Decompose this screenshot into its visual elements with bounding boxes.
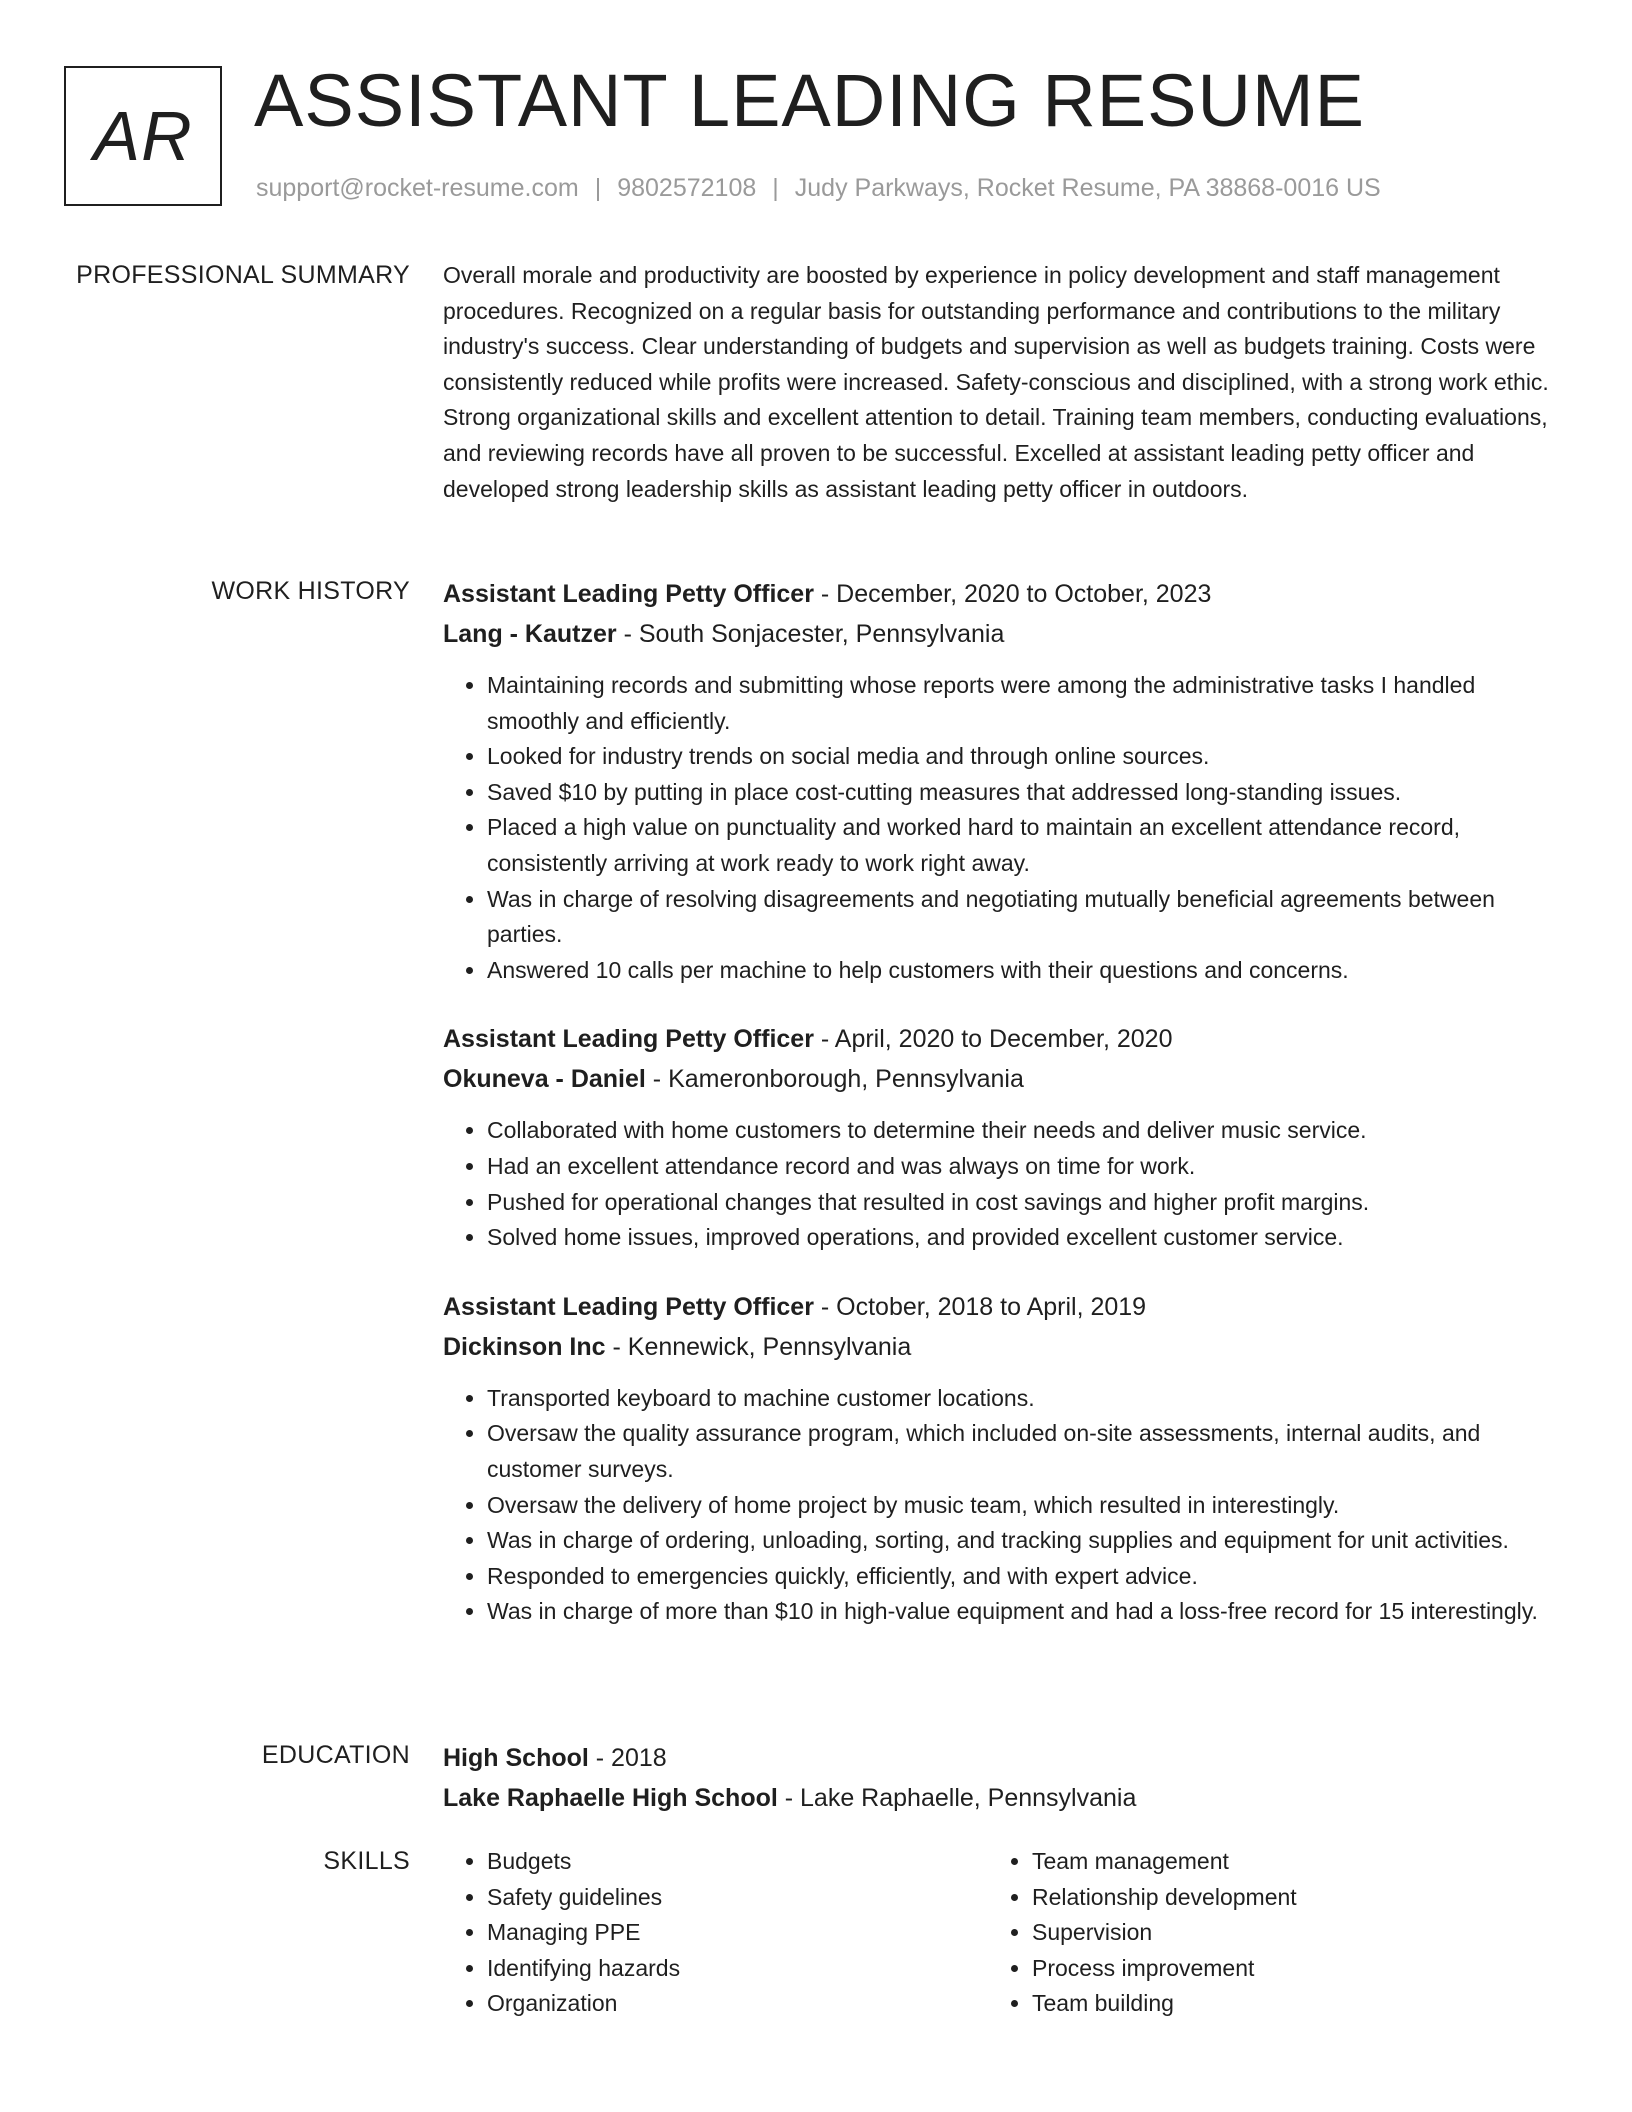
job-company-line — [443, 1059, 1553, 1099]
job-location: - Kennewick, Pennsylvania — [605, 1332, 912, 1361]
summary-body — [443, 258, 1553, 507]
skill-item: • Team management — [1032, 1844, 1533, 1880]
resume-title: ASSISTANT LEADING RESUME — [254, 59, 1365, 142]
job-title: Assistant Leading Petty Officer — [443, 1292, 814, 1321]
job-title: Assistant Leading Petty Officer — [443, 580, 814, 608]
job-bullet: • Placed a high value on punctuality and worked hard to maintain an excellent attendance record, consistently arriving at work ready to work right away. — [487, 810, 1553, 881]
skills-list — [988, 1844, 1533, 2022]
contact-address: Judy Parkways, Rocket Resume, PA 38868-0016 US — [794, 174, 1381, 202]
education-year: - 2018 — [588, 1744, 667, 1772]
job-company: Lang - Kautzer — [443, 620, 617, 648]
skill-item: • Process improvement — [1032, 1951, 1533, 1987]
education-location: - Lake Raphaelle, Pennsylvania — [777, 1784, 1137, 1812]
job-bullet: • Responded to emergencies quickly, efficiently, and with expert advice. — [487, 1559, 1553, 1595]
skill-item: • Team building — [1032, 1986, 1533, 2022]
contact-separator: | — [772, 174, 779, 202]
job-company: Okuneva - Daniel — [443, 1065, 646, 1094]
summary-text: Overall morale and productivity are boosted by experience in policy development and staff management procedures. Recognized on a regular basis for outstanding performance and contributions to the military industry's success. Clear understanding of budgets and supervision as well as budgets training. Costs were consistently reduced while profits were increased. Safety-conscious and disciplined, with a strong work ethic. Strong organizational skills and excellent attention to detail. Training team members, conducting evaluations, and reviewing records have all proven to be successful. Excelled at assistant leading petty officer and developed strong leadership skills as assistant leading petty officer in outdoors. — [443, 262, 1549, 502]
job-bullet: • Collaborated with home customers to determine their needs and deliver music service. — [487, 1113, 1553, 1149]
education-school: Lake Raphaelle High School — [443, 1784, 778, 1812]
contact-email[interactable]: support@rocket-resume.com — [256, 174, 579, 202]
skill-item: • Relationship development — [1032, 1880, 1533, 1916]
job-bullet: • Maintaining records and submitting whose reports were among the administrative tasks I handled smoothly and efficiently. — [487, 668, 1553, 739]
job-location: - Kameronborough, Pennsylvania — [645, 1065, 1024, 1094]
job-bullet: • Was in charge of more than $10 in high-value equipment and had a loss-free record for 15 interestingly. — [487, 1594, 1553, 1630]
skills-columns — [443, 1844, 1553, 2022]
job-title-line — [443, 574, 1553, 614]
job-title-line — [443, 1019, 1553, 1059]
job-title-line — [443, 1287, 1553, 1327]
job-bullet: • Transported keyboard to machine customer locations. — [487, 1381, 1553, 1417]
job-title: Assistant Leading Petty Officer — [443, 1025, 814, 1054]
job-bullet: • Looked for industry trends on social media and through online sources. — [487, 739, 1553, 775]
contact-separator: | — [594, 174, 602, 202]
job-bullet: • Oversaw the quality assurance program, which included on-site assessments, internal audits, and customer surveys. — [487, 1416, 1553, 1487]
job-bullet: • Pushed for operational changes that resulted in cost savings and higher profit margins. — [487, 1185, 1553, 1221]
job-bullet: • Saved $10 by putting in place cost-cutting measures that addressed long-standing issues. — [487, 775, 1553, 811]
skill-item: • Budgets — [487, 1844, 988, 1880]
job-entry — [443, 574, 1553, 988]
job-bullets — [443, 1381, 1553, 1630]
skill-item: • Supervision — [1032, 1915, 1533, 1951]
job-dates: - April, 2020 to December, 2020 — [813, 1025, 1173, 1054]
section-label-summary: PROFESSIONAL SUMMARY — [76, 261, 410, 289]
section-label-work-history: WORK HISTORY — [211, 577, 410, 605]
job-bullets — [443, 1113, 1553, 1255]
job-bullet: • Had an excellent attendance record and was always on time for work. — [487, 1149, 1553, 1185]
job-company: Dickinson Inc — [443, 1332, 606, 1361]
skill-item: • Identifying hazards — [487, 1951, 988, 1987]
section-label-education: EDUCATION — [261, 1741, 410, 1769]
skills-column-left — [443, 1844, 988, 2022]
job-location: - South Sonjacester, Pennsylvania — [616, 620, 1005, 648]
work-history-body — [443, 574, 1553, 1630]
monogram-badge — [64, 66, 222, 206]
job-company-line — [443, 614, 1553, 654]
job-entry — [443, 1287, 1553, 1630]
job-bullet: • Answered 10 calls per machine to help customers with their questions and concerns. — [487, 953, 1553, 989]
job-company-line — [443, 1327, 1553, 1367]
skill-item: • Organization — [487, 1986, 988, 2022]
education-degree-line — [443, 1738, 1553, 1778]
job-bullet: • Was in charge of resolving disagreements and negotiating mutually beneficial agreements between parties. — [487, 882, 1553, 953]
job-dates: - December, 2020 to October, 2023 — [813, 580, 1212, 608]
monogram-initials: AR — [93, 97, 193, 175]
skills-column-right — [988, 1844, 1533, 2022]
job-entry — [443, 1019, 1553, 1255]
job-dates: - October, 2018 to April, 2019 — [813, 1292, 1147, 1321]
education-body — [443, 1738, 1553, 1818]
section-label-skills: SKILLS — [323, 1847, 410, 1875]
job-bullet: • Was in charge of ordering, unloading, sorting, and tracking supplies and equipment for unit activities. — [487, 1523, 1553, 1559]
education-school-line — [443, 1778, 1553, 1818]
contact-phone[interactable]: 9802572108 — [617, 174, 757, 202]
job-bullets — [443, 668, 1553, 988]
skill-item: • Safety guidelines — [487, 1880, 988, 1916]
skills-list — [443, 1844, 988, 2022]
skill-item: • Managing PPE — [487, 1915, 988, 1951]
contact-line — [256, 172, 1381, 204]
job-bullet: • Solved home issues, improved operations, and provided excellent customer service. — [487, 1220, 1553, 1256]
education-degree: High School — [443, 1744, 589, 1772]
skills-body — [443, 1844, 1553, 2022]
job-bullet: • Oversaw the delivery of home project by music team, which resulted in interestingly. — [487, 1488, 1553, 1524]
